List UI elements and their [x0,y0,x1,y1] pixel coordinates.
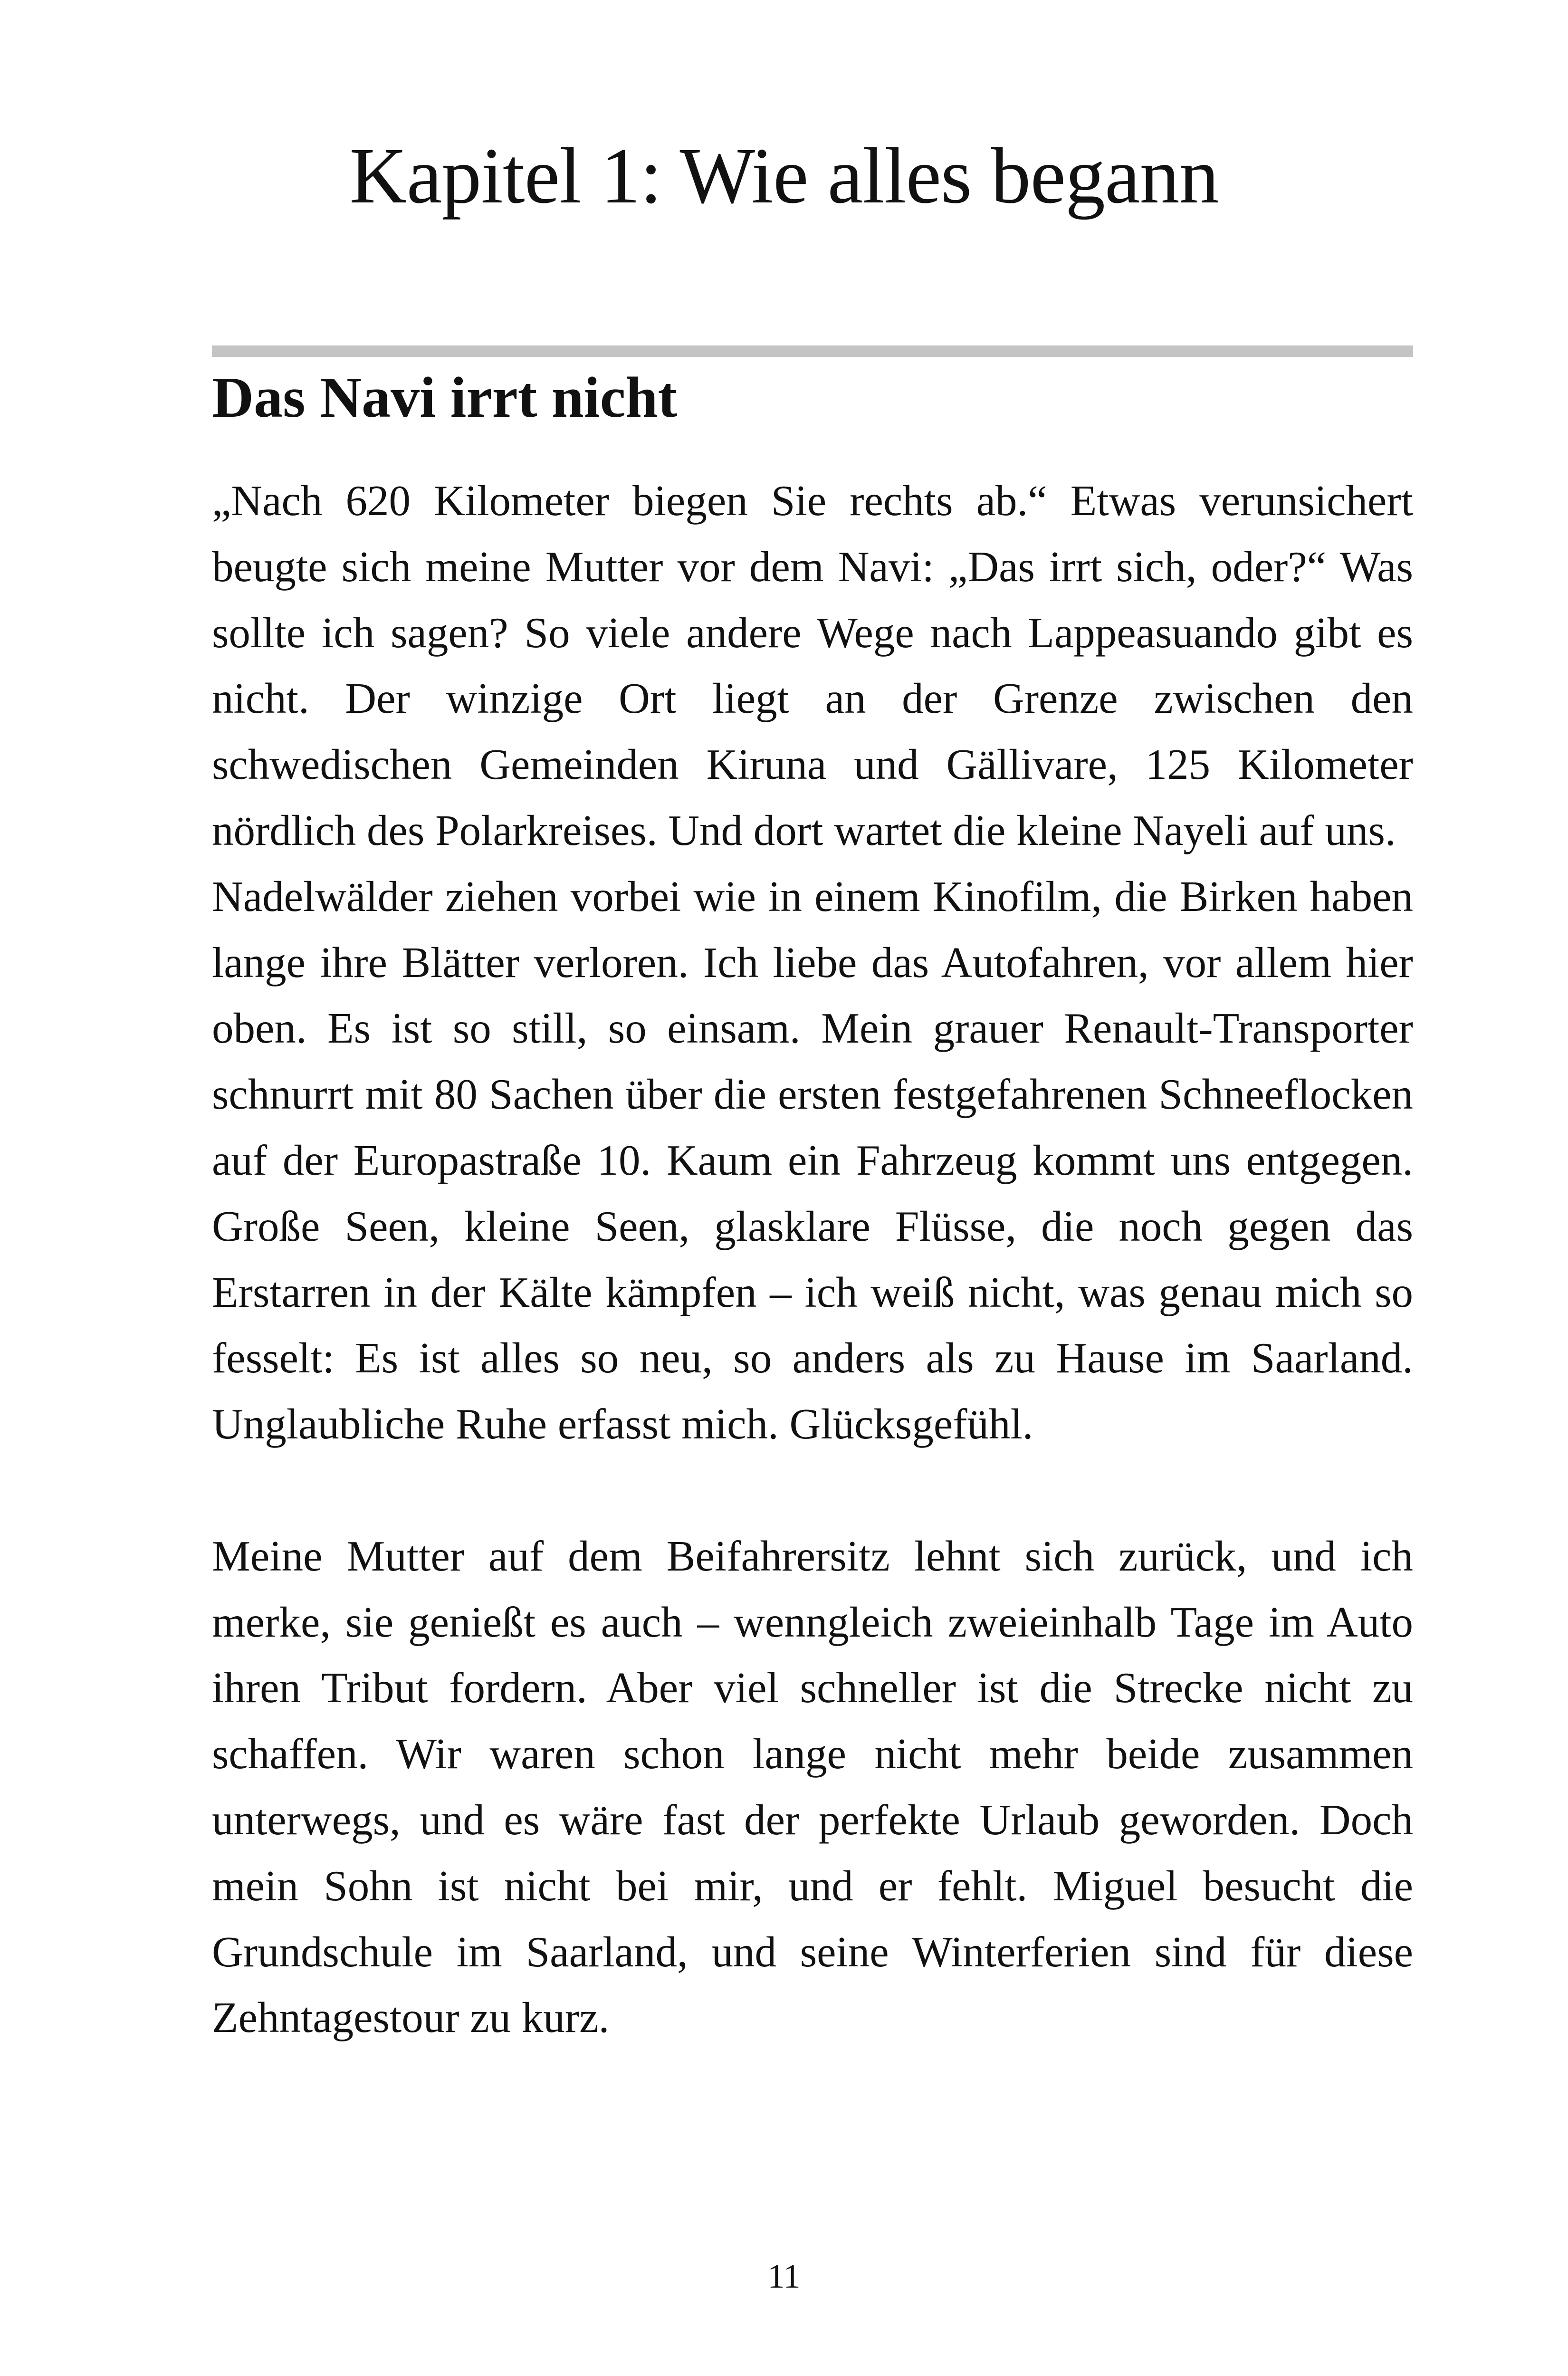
chapter-title: Kapitel 1: Wie alles begann [349,132,1219,220]
paragraph-1: „Nach 620 Kilometer biegen Sie rechts ab.“ Etwas verunsichert beugte sich meine Mutter vor dem Navi: „Das irrt sich, oder?“ Was sollte ich sagen? So viele andere Wege nach Lappeasuando gibt es nicht. Der winzige Ort liegt an der Grenze zwischen den schwedischen Gemeinden Kiruna und Gällivare, 125 Kilometer nördlich des Polarkreises. Und dort wartet die kleine Nayeli auf uns. [212,477,1413,854]
section-title: Das Navi irrt nicht [212,365,678,430]
paragraph-2: Nadelwälder ziehen vorbei wie in einem Kinofilm, die Birken haben lange ihre Blätter verloren. Ich liebe das Autofahren, vor allem hier oben. Es ist so still, so einsam. Mein grauer Renault-Transporter schnurrt mit 80 Sachen über die ersten festgefahrenen Schneeflocken auf der Europastraße 10. Kaum ein Fahrzeug kommt uns entgegen. Große Seen, kleine Seen, glasklare Flüsse, die noch gegen das Erstarren in der Kälte kämpfen – ich weiß nicht, was genau mich so fesselt: Es ist alles so neu, so anders als zu Hause im Saarland. Unglaubliche Ruhe erfasst mich. Glücksgefühl. [212,872,1413,1448]
page-number: 11 [767,2257,801,2295]
section-divider [212,345,1413,357]
paragraph-3: Meine Mutter auf dem Beifahrersitz lehnt sich zurück, und ich merke, sie genießt es auch – wenngleich zweieinhalb Tage im Auto ihren Tribut fordern. Aber viel schneller ist die Strecke nicht zu schaffen. Wir waren schon lange nicht mehr beide zusammen unterwegs, und es wäre fast der perfekte Urlaub geworden. Doch mein Sohn ist nicht bei mir, und er fehlt. Miguel besucht die Grundschule im Saarland, und seine Winterferien sind für diese Zehntagestour zu kurz. [212,1532,1413,2042]
body-text [212,468,1413,2051]
